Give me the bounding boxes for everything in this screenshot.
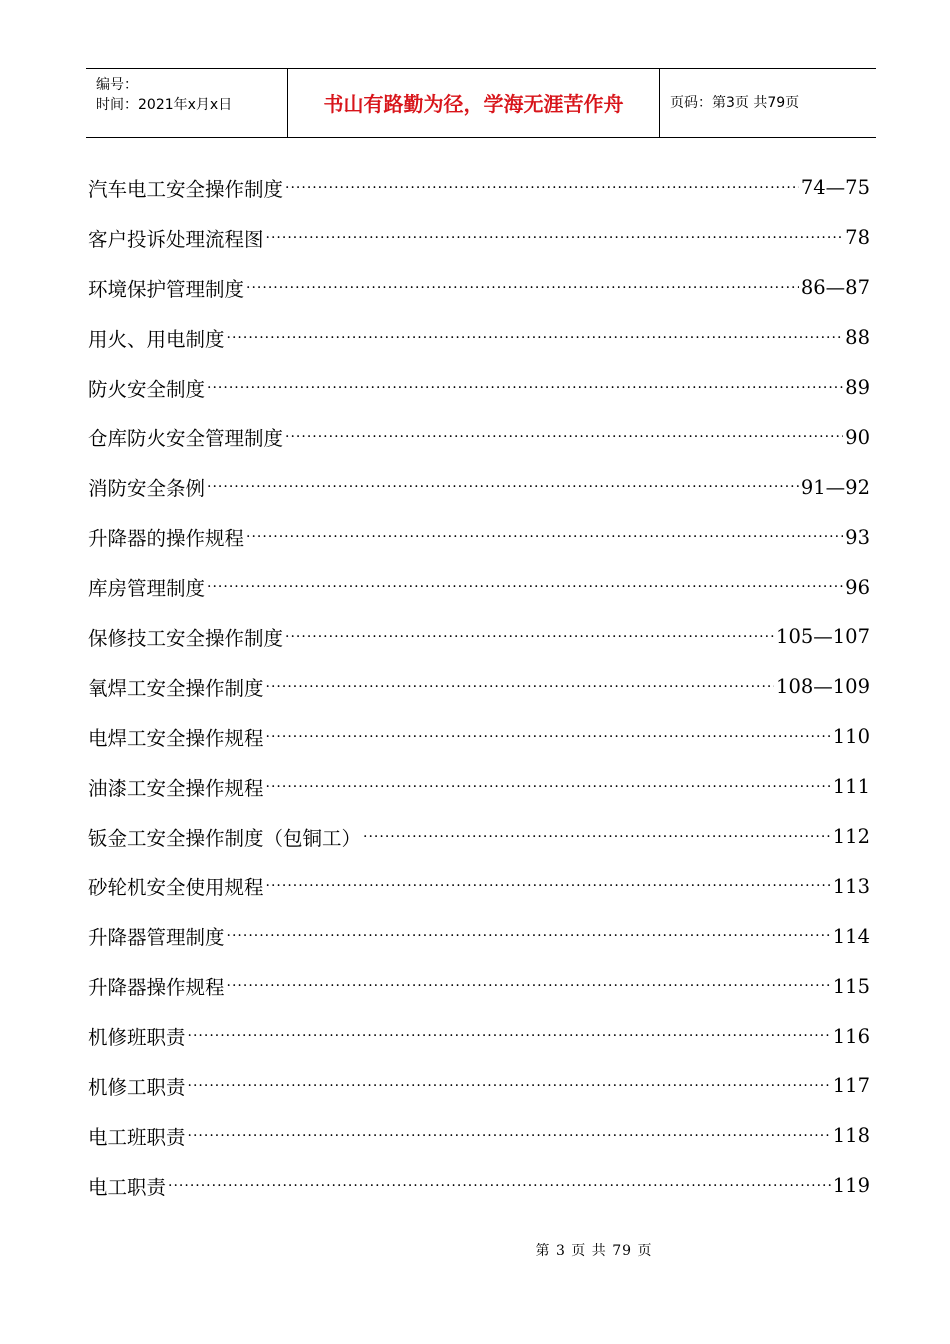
document-number-label: 编号： [96, 77, 138, 93]
toc-leader-dots [363, 829, 831, 845]
toc-entry-title: 电工职责 [88, 1175, 167, 1199]
toc-entry[interactable] [88, 612, 870, 662]
toc-entry[interactable] [88, 213, 870, 263]
toc-entry-page: 114 [832, 924, 870, 948]
toc-entry-title: 消防安全条例 [88, 477, 206, 501]
toc-entry-page: 118 [832, 1124, 870, 1148]
table-of-contents [88, 163, 870, 1211]
toc-entry[interactable] [88, 911, 870, 961]
toc-leader-dots [188, 1028, 831, 1044]
toc-leader-dots [227, 928, 831, 944]
header-motto: 书山有路勤为径，学海无涯苦作舟 [323, 92, 624, 116]
toc-leader-dots [227, 330, 844, 346]
toc-entry-page: 119 [832, 1174, 870, 1198]
toc-leader-dots [246, 280, 799, 296]
toc-entry-title: 仓库防火安全管理制度 [88, 427, 284, 451]
toc-leader-dots [266, 878, 831, 894]
toc-entry-page: 90 [845, 425, 870, 449]
toc-leader-dots [188, 1078, 831, 1094]
toc-entry-title: 机修班职责 [88, 1026, 186, 1050]
toc-entry[interactable] [88, 462, 870, 512]
toc-entry-page: 105—107 [776, 625, 870, 649]
toc-leader-dots [188, 1128, 831, 1144]
header-divider [659, 69, 660, 137]
toc-entry-page: 111 [832, 775, 870, 799]
toc-entry-page: 88 [845, 326, 870, 350]
toc-entry-title: 电工班职责 [88, 1125, 186, 1149]
toc-leader-dots [266, 729, 831, 745]
toc-entry[interactable] [88, 1111, 870, 1161]
toc-entry-title: 汽车电工安全操作制度 [88, 177, 284, 201]
toc-entry-page: 112 [832, 825, 870, 849]
toc-entry[interactable] [88, 662, 870, 712]
toc-entry-title: 机修工职责 [88, 1075, 186, 1099]
toc-entry-title: 升降器的操作规程 [88, 527, 245, 551]
toc-leader-dots [285, 429, 843, 445]
toc-entry[interactable] [88, 412, 870, 462]
toc-entry[interactable] [88, 313, 870, 363]
toc-entry[interactable] [88, 363, 870, 413]
toc-entry-title: 油漆工安全操作规程 [88, 776, 264, 800]
page-footer [0, 1240, 950, 1260]
toc-leader-dots [246, 529, 843, 545]
toc-entry-page: 117 [832, 1074, 870, 1098]
footer-page-number: 第 3 页 共 79 页 [535, 1243, 653, 1259]
toc-entry-title: 保修技工安全操作制度 [88, 626, 284, 650]
toc-entry-page: 96 [845, 575, 870, 599]
toc-entry-page: 93 [845, 525, 870, 549]
toc-entry-title: 客户投诉处理流程图 [88, 227, 264, 251]
toc-leader-dots [207, 479, 799, 495]
toc-entry-title: 防火安全制度 [88, 377, 206, 401]
header-meta [96, 75, 232, 115]
toc-entry[interactable] [88, 812, 870, 862]
toc-leader-dots [207, 380, 843, 396]
toc-entry-page: 89 [845, 376, 870, 399]
toc-entry-page: 91—92 [800, 475, 870, 499]
toc-entry[interactable] [88, 861, 870, 911]
toc-leader-dots [227, 978, 831, 994]
toc-entry[interactable] [88, 1161, 870, 1211]
toc-entry-page: 86—87 [800, 276, 870, 300]
toc-leader-dots [168, 1178, 831, 1194]
toc-entry[interactable] [88, 712, 870, 762]
toc-entry-page: 116 [832, 1024, 870, 1048]
toc-entry-title: 电焊工安全操作规程 [88, 726, 264, 750]
toc-leader-dots [207, 579, 843, 595]
toc-entry-title: 环境保护管理制度 [88, 277, 245, 301]
toc-leader-dots [285, 629, 774, 645]
toc-entry-title: 砂轮机安全使用规程 [88, 876, 264, 900]
toc-entry-title: 钣金工安全操作制度（包铜工） [88, 826, 362, 850]
toc-entry[interactable] [88, 1011, 870, 1061]
toc-entry-page: 78 [845, 226, 870, 250]
toc-entry[interactable] [88, 512, 870, 562]
toc-leader-dots [285, 180, 799, 196]
toc-leader-dots [266, 779, 831, 795]
toc-entry[interactable] [88, 562, 870, 612]
toc-entry-page: 110 [832, 725, 870, 749]
toc-entry[interactable] [88, 263, 870, 313]
toc-entry[interactable] [88, 762, 870, 812]
page-header [86, 68, 876, 138]
toc-entry-title: 氧焊工安全操作制度 [88, 676, 264, 700]
toc-entry-page: 115 [832, 974, 870, 998]
header-page-number: 页码：第3页 共79页 [670, 95, 800, 111]
toc-entry-title: 库房管理制度 [88, 577, 206, 601]
toc-entry-page: 74—75 [800, 176, 870, 200]
toc-entry-title: 升降器管理制度 [88, 926, 225, 950]
toc-entry-title: 用火、用电制度 [88, 327, 225, 351]
toc-entry-page: 113 [832, 874, 870, 898]
toc-entry-page: 108—109 [776, 675, 870, 699]
document-time-label: 时间：2021年x月x日 [96, 97, 233, 113]
toc-entry[interactable] [88, 1061, 870, 1111]
toc-entry-title: 升降器操作规程 [88, 976, 225, 1000]
toc-leader-dots [266, 230, 844, 246]
toc-leader-dots [266, 679, 775, 695]
toc-entry[interactable] [88, 163, 870, 213]
toc-entry[interactable] [88, 961, 870, 1011]
